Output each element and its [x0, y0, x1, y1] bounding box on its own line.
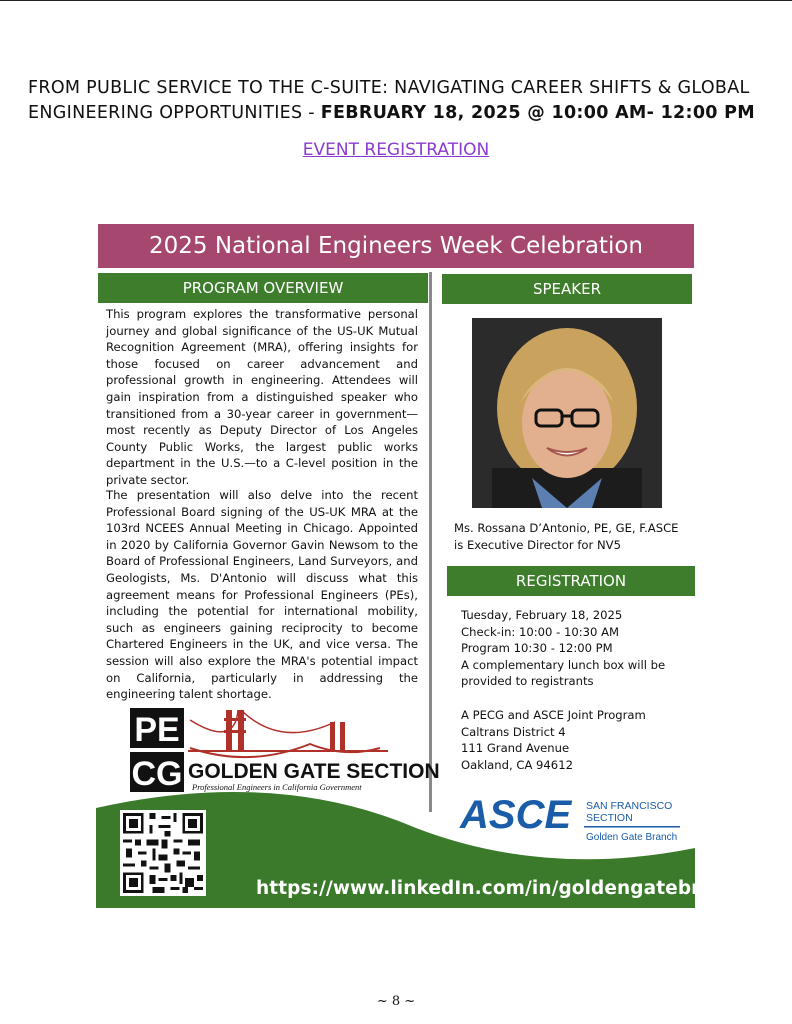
asce-logo — [460, 788, 680, 848]
event-registration-link[interactable]: EVENT REGISTRATION — [302, 140, 490, 160]
registration-details — [461, 607, 686, 690]
overview-paragraph-2: The presentation will also delve into the recent Professional Board signing of the US-UK MRA at the 103rd NCEES Annual Meeting in Chicago. Appointed in 2020 by California Governor Gavin Newsom to the Board of Professional Engineers, Land Surveyors, and Geologists, Ms. D'Antonio will discuss what this agreement means for Professional Engineers (PEs), including the potential for international mobility, such as engineers gaining reciprocity to become Chartered Engineers in the UK, and vice versa. The session will also explore the MRA's potential impact on California, particularly in addressing the engineering talent shortage. — [106, 488, 418, 702]
registration-date: Tuesday, February 18, 2025 — [461, 608, 623, 622]
registration-program-time: Program 10:30 - 12:00 PM — [461, 641, 613, 656]
speaker-photo — [472, 318, 662, 508]
top-rule — [0, 0, 792, 1]
venue-details — [461, 707, 686, 773]
registration-heading: REGISTRATION — [447, 566, 695, 596]
linkedin-url[interactable]: https://www.linkedIn.com/in/goldengatebranch/ — [256, 878, 758, 899]
speaker-bio: Ms. Rossana D’Antonio, PE, GE, F.ASCE is Executive Director for NV5 — [454, 521, 679, 552]
venue-name: Caltrans District 4 — [461, 724, 566, 739]
page-number: ~ 8 ~ — [376, 994, 416, 1009]
program-overview-heading: PROGRAM OVERVIEW — [98, 273, 428, 303]
venue-street: 111 Grand Avenue — [461, 741, 570, 756]
flyer-banner: 2025 National Engineers Week Celebration — [98, 224, 694, 268]
pecg-cg-letters: CG — [131, 755, 183, 793]
asce-line2: SECTION — [586, 812, 633, 824]
venue-city: Oakland, CA 94612 — [461, 757, 573, 772]
registration-checkin: Check-in: 10:00 - 10:30 AM — [461, 624, 620, 639]
asce-line1: SAN FRANCISCO — [586, 800, 673, 812]
title-text: FROM PUBLIC SERVICE TO THE C-SUITE: NAVIGATING CAREER SHIFTS & GLOBAL ENGINEERING OPPORTUNITIES - — [28, 78, 750, 123]
pecg-tagline: Professional Engineers in California Government — [192, 782, 362, 792]
page-title — [28, 76, 768, 126]
speaker-heading: SPEAKER — [442, 274, 692, 304]
asce-mark: ASCE — [460, 793, 572, 837]
event-flyer — [96, 222, 758, 908]
title-date: FEBRUARY 18, 2025 @ 10:00 AM- 12:00 PM — [320, 103, 756, 123]
overview-paragraph-1: This program explores the transformative personal journey and global significance of the US-UK Mutual Recognition Agreement (MRA), offering insights for those focused on career advancement and professional growth in engineering. Attendees will gain inspiration from a distinguished speaker who transitioned from a 30-year career in government—most recently as Deputy Director of Los Angeles County Public Works, the largest public works department in the U.S.—to a C-level position in the private sector. — [106, 307, 418, 487]
pecg-section-name: GOLDEN GATE SECTION — [188, 760, 440, 783]
column-divider — [429, 272, 432, 812]
registration-lunch-note: A complementary lunch box will be provided to registrants — [461, 657, 666, 689]
pecg-pe-letters: PE — [134, 711, 180, 749]
asce-line3: Golden Gate Branch — [586, 832, 678, 843]
venue-program: A PECG and ASCE Joint Program — [461, 708, 646, 722]
qr-code[interactable] — [120, 810, 206, 896]
